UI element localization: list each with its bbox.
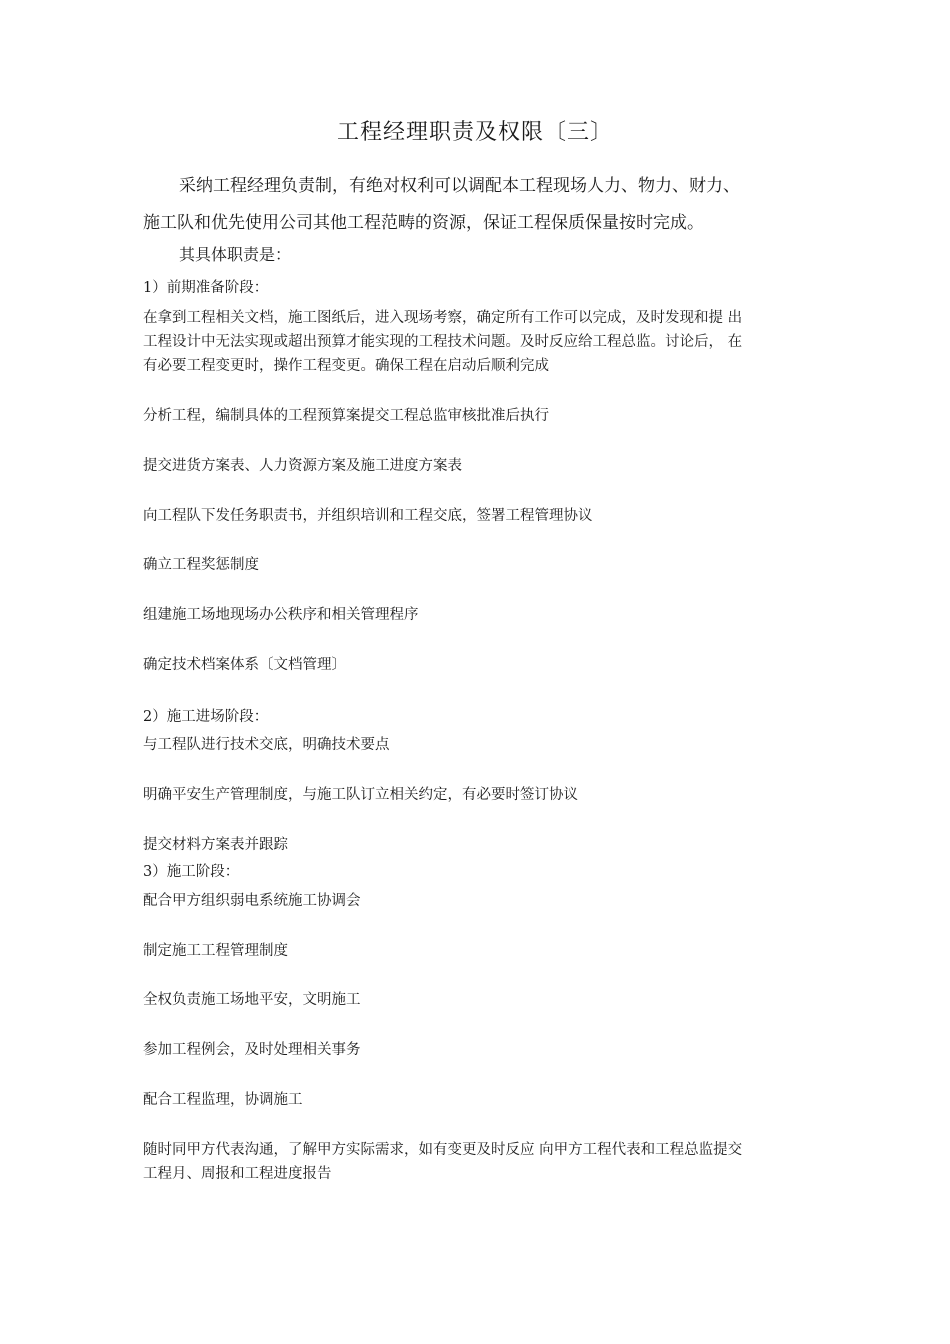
stage1-item: 提交进货方案表、人力资源方案及施工进度方案表 [143,458,462,474]
stage3-last-paragraph [143,1138,813,1186]
stage3-heading: 3）施工阶段： [143,864,240,880]
intro-paragraph [143,168,813,242]
duties-lead: 其具体职责是： [179,245,292,264]
stage3-last-line-1: 随时同甲方代表沟通，了解甲方实际需求，如有变更及时反应 向甲方工程代表和工程总监提交 [143,1142,743,1158]
intro-line-1: 采纳工程经理负责制，有绝对权利可以调配本工程现场人力、物力、财力、 [179,176,740,196]
stage3-item: 配合甲方组织弱电系统施工协调会 [143,893,361,909]
stage2-item: 提交材料方案表并跟踪 [143,837,288,853]
stage1-paragraph-line-2: 工程设计中无法实现或超出预算才能实现的工程技术问题。及时反应给工程总监。讨论后， 在 [143,334,743,350]
stage1-item: 分析工程，编制具体的工程预算案提交工程总监审核批准后执行 [143,408,549,424]
stage3-item: 参加工程例会，及时处理相关事务 [143,1042,361,1058]
intro-line-2: 施工队和优先使用公司其他工程范畴的资源，保证工程保质保量按时完成。 [143,213,704,233]
stage1-item: 确立工程奖惩制度 [143,557,259,573]
stage2-item: 与工程队进行技术交底，明确技术要点 [143,737,390,753]
stage1-paragraph [143,306,813,378]
stage1-heading: 1）前期准备阶段： [143,280,269,296]
stage3-last-line-2: 工程月、周报和工程进度报告 [143,1166,332,1182]
stage3-item: 全权负责施工场地平安，文明施工 [143,992,361,1008]
stage1-paragraph-line-1: 在拿到工程相关文档，施工图纸后，进入现场考察，确定所有工作可以完成，及时发现和提 出 [143,310,743,326]
stage1-item: 向工程队下发任务职责书，并组织培训和工程交底，签署工程管理协议 [143,508,593,524]
stage1-paragraph-line-3: 有必要工程变更时，操作工程变更。确保工程在启动后顺利完成 [143,358,549,374]
stage1-item: 组建施工场地现场办公秩序和相关管理程序 [143,607,419,623]
stage3-item: 制定施工工程管理制度 [143,943,288,959]
stage2-heading: 2）施工进场阶段： [143,709,269,725]
stage1-item: 确定技术档案体系〔文档管理〕 [143,657,346,673]
document-title: 工程经理职责及权限〔三〕 [336,120,613,145]
stage3-item: 配合工程监理，协调施工 [143,1092,303,1108]
stage2-item: 明确平安生产管理制度，与施工队订立相关约定，有必要时签订协议 [143,787,578,803]
